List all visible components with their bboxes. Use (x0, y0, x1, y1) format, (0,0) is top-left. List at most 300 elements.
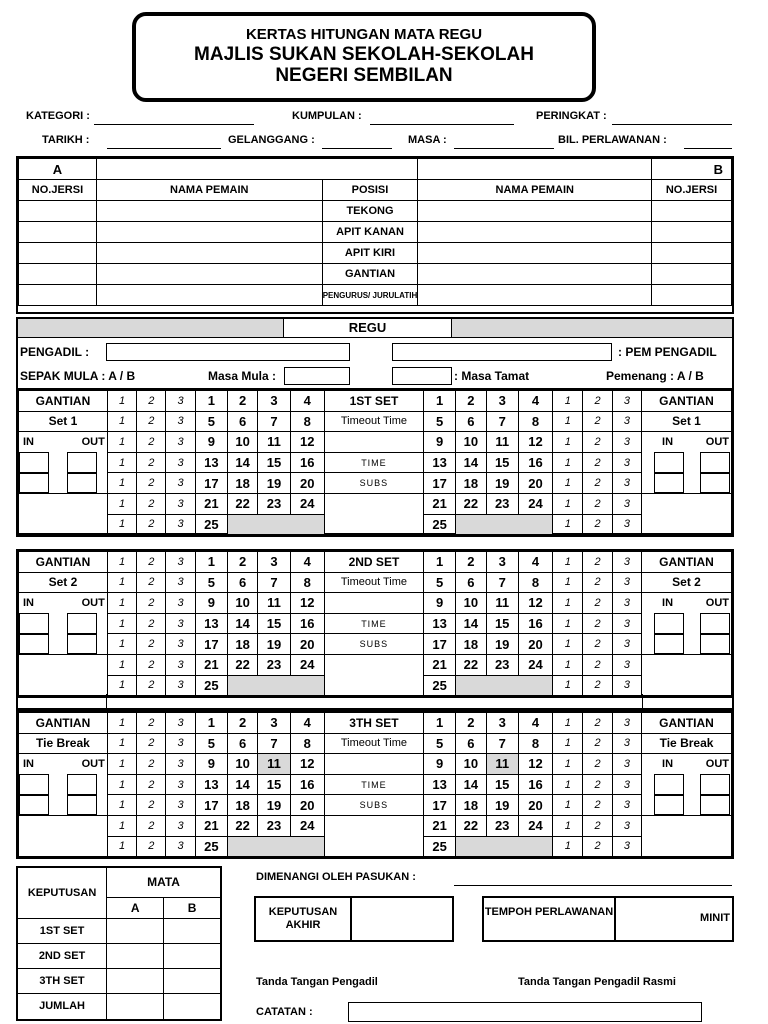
score-right-cell[interactable]: 8 (518, 572, 552, 593)
tally-left-cell[interactable]: 2 (137, 452, 166, 473)
tally-right-cell[interactable]: 1 (553, 654, 583, 675)
tally-left-cell[interactable]: 2 (137, 774, 166, 795)
score-right-cell[interactable]: 1 (423, 713, 455, 734)
pengadil-input[interactable] (106, 343, 350, 361)
score-left-cell[interactable]: 6 (228, 411, 258, 432)
tally-right-cell[interactable]: 2 (583, 432, 612, 453)
score-right-cell[interactable]: 7 (486, 572, 518, 593)
score-right-cell[interactable]: 13 (423, 774, 455, 795)
tally-right-cell[interactable]: 3 (612, 815, 641, 836)
score-right-cell[interactable]: 25 (423, 514, 455, 535)
masa-tamat-input[interactable] (392, 367, 452, 385)
score-right-cell[interactable]: 20 (518, 634, 552, 655)
score-right-cell[interactable]: 2 (456, 713, 486, 734)
score-left-cell[interactable]: 13 (195, 613, 227, 634)
tally-left-cell[interactable]: 1 (107, 815, 136, 836)
peringkat-field[interactable] (612, 124, 732, 125)
score-right-cell[interactable]: 21 (423, 654, 455, 675)
tally-left-cell[interactable]: 1 (107, 572, 136, 593)
tally-left-cell[interactable]: 2 (137, 473, 166, 494)
score-right-cell[interactable]: 4 (518, 552, 552, 573)
score-right-cell[interactable]: 9 (423, 593, 455, 614)
score-right-cell[interactable]: 6 (456, 411, 486, 432)
score-right-cell[interactable]: 11 (486, 593, 518, 614)
nama-b-cell[interactable] (418, 264, 652, 285)
score-right-cell[interactable]: 22 (456, 815, 486, 836)
tally-left-cell[interactable]: 1 (107, 754, 136, 775)
score-left-cell[interactable]: 5 (195, 572, 227, 593)
score-left-cell[interactable]: 2 (228, 391, 258, 412)
tally-left-cell[interactable]: 3 (166, 836, 195, 857)
tally-left-cell[interactable]: 3 (166, 452, 195, 473)
sub-in-box[interactable] (19, 613, 49, 634)
score-right-cell[interactable]: 25 (423, 675, 455, 696)
tally-right-cell[interactable]: 2 (583, 815, 612, 836)
tally-right-cell[interactable]: 1 (553, 432, 583, 453)
score-left-cell[interactable]: 22 (228, 493, 258, 514)
nama-b-cell[interactable] (418, 285, 652, 306)
tally-left-cell[interactable]: 2 (137, 613, 166, 634)
tally-left-cell[interactable]: 3 (166, 552, 195, 573)
sub-in-box[interactable] (654, 452, 684, 473)
result-b-cell[interactable] (164, 968, 221, 993)
tally-right-cell[interactable]: 3 (612, 754, 641, 775)
tally-right-cell[interactable]: 2 (583, 552, 612, 573)
score-left-cell[interactable]: 13 (195, 774, 227, 795)
score-left-cell[interactable]: 8 (290, 572, 324, 593)
score-right-cell[interactable]: 10 (456, 593, 486, 614)
score-left-cell[interactable]: 23 (258, 815, 290, 836)
score-left-cell[interactable]: 19 (258, 795, 290, 816)
tally-left-cell[interactable]: 1 (107, 473, 136, 494)
tally-right-cell[interactable]: 1 (553, 452, 583, 473)
score-right-cell[interactable]: 12 (518, 754, 552, 775)
sub-in-box[interactable] (19, 452, 49, 473)
tally-right-cell[interactable]: 1 (553, 713, 583, 734)
score-left-cell[interactable]: 8 (290, 733, 324, 754)
score-left-cell[interactable]: 4 (290, 713, 324, 734)
tally-left-cell[interactable]: 2 (137, 836, 166, 857)
sub-in-box[interactable] (654, 795, 684, 815)
score-left-cell[interactable]: 14 (228, 452, 258, 473)
result-b-cell[interactable] (164, 943, 221, 968)
result-a-cell[interactable] (107, 993, 164, 1020)
score-right-cell[interactable]: 18 (456, 634, 486, 655)
sub-out-box[interactable] (700, 634, 730, 654)
tally-right-cell[interactable]: 1 (553, 815, 583, 836)
score-right-cell[interactable]: 3 (486, 391, 518, 412)
sub-in-box[interactable] (19, 774, 49, 795)
tally-right-cell[interactable]: 1 (553, 774, 583, 795)
score-left-cell[interactable]: 8 (290, 411, 324, 432)
jersi-a-cell[interactable] (19, 243, 97, 264)
score-right-cell[interactable]: 6 (456, 733, 486, 754)
pem-pengadil-input[interactable] (392, 343, 612, 361)
tally-right-cell[interactable]: 1 (553, 733, 583, 754)
score-left-cell[interactable]: 24 (290, 815, 324, 836)
tarikh-field[interactable] (107, 148, 221, 149)
jersi-b-cell[interactable] (652, 222, 732, 243)
score-left-cell[interactable]: 7 (258, 572, 290, 593)
sub-out-box[interactable] (700, 795, 730, 815)
tally-right-cell[interactable]: 3 (612, 613, 641, 634)
score-left-cell[interactable]: 3 (258, 552, 290, 573)
tally-right-cell[interactable]: 3 (612, 391, 641, 412)
tally-left-cell[interactable]: 3 (166, 493, 195, 514)
score-right-cell[interactable]: 2 (456, 552, 486, 573)
score-right-cell[interactable]: 5 (423, 572, 455, 593)
tally-left-cell[interactable]: 2 (137, 514, 166, 535)
score-right-cell[interactable]: 24 (518, 815, 552, 836)
score-right-cell[interactable]: 16 (518, 613, 552, 634)
tally-left-cell[interactable]: 3 (166, 654, 195, 675)
tally-left-cell[interactable]: 3 (166, 634, 195, 655)
score-left-cell[interactable]: 16 (290, 452, 324, 473)
sub-out-box[interactable] (700, 774, 730, 795)
score-right-cell[interactable]: 7 (486, 411, 518, 432)
tally-left-cell[interactable]: 1 (107, 836, 136, 857)
tally-left-cell[interactable]: 3 (166, 795, 195, 816)
tally-left-cell[interactable]: 1 (107, 552, 136, 573)
tally-right-cell[interactable]: 3 (612, 634, 641, 655)
score-right-cell[interactable]: 9 (423, 432, 455, 453)
sub-in-box[interactable] (654, 774, 684, 795)
result-a-cell[interactable] (107, 918, 164, 943)
score-right-cell[interactable]: 21 (423, 815, 455, 836)
score-left-cell[interactable]: 9 (195, 432, 227, 453)
tally-right-cell[interactable]: 2 (583, 675, 612, 696)
sub-out-box[interactable] (67, 795, 97, 815)
score-right-cell[interactable]: 19 (486, 473, 518, 494)
score-left-cell[interactable]: 14 (228, 774, 258, 795)
tally-right-cell[interactable]: 3 (612, 452, 641, 473)
tally-left-cell[interactable]: 1 (107, 613, 136, 634)
team-a-name[interactable] (96, 159, 418, 180)
result-a-cell[interactable] (107, 943, 164, 968)
score-right-cell[interactable]: 23 (486, 815, 518, 836)
tally-left-cell[interactable]: 1 (107, 411, 136, 432)
tally-left-cell[interactable]: 2 (137, 634, 166, 655)
tally-right-cell[interactable]: 1 (553, 572, 583, 593)
tally-right-cell[interactable]: 1 (553, 391, 583, 412)
score-right-cell[interactable]: 16 (518, 452, 552, 473)
tally-left-cell[interactable]: 2 (137, 552, 166, 573)
score-right-cell[interactable]: 23 (486, 654, 518, 675)
score-left-cell[interactable]: 21 (195, 815, 227, 836)
bil-perlawanan-field[interactable] (684, 148, 732, 149)
score-left-cell[interactable]: 10 (228, 593, 258, 614)
sub-out-box[interactable] (67, 473, 97, 493)
score-left-cell[interactable]: 13 (195, 452, 227, 473)
sub-out-box[interactable] (700, 613, 730, 634)
tally-left-cell[interactable]: 1 (107, 654, 136, 675)
score-right-cell[interactable]: 5 (423, 411, 455, 432)
score-right-cell[interactable]: 10 (456, 432, 486, 453)
tally-right-cell[interactable]: 1 (553, 473, 583, 494)
score-left-cell[interactable]: 9 (195, 593, 227, 614)
tally-right-cell[interactable]: 3 (612, 836, 641, 857)
dimenangi-field[interactable] (454, 885, 732, 886)
tally-left-cell[interactable]: 1 (107, 493, 136, 514)
score-right-cell[interactable]: 14 (456, 452, 486, 473)
score-right-cell[interactable]: 13 (423, 613, 455, 634)
sub-out-box[interactable] (67, 774, 97, 795)
jersi-b-cell[interactable] (652, 285, 732, 306)
tally-right-cell[interactable]: 2 (583, 733, 612, 754)
tally-left-cell[interactable]: 2 (137, 493, 166, 514)
score-left-cell[interactable]: 12 (290, 593, 324, 614)
score-right-cell[interactable]: 18 (456, 795, 486, 816)
timeout-cell[interactable] (324, 754, 423, 775)
sub-out-box[interactable] (700, 452, 730, 473)
gelanggang-field[interactable] (322, 148, 392, 149)
tally-left-cell[interactable]: 3 (166, 675, 195, 696)
score-left-cell[interactable]: 12 (290, 432, 324, 453)
score-left-cell[interactable]: 22 (228, 815, 258, 836)
tally-left-cell[interactable]: 3 (166, 713, 195, 734)
score-right-cell[interactable]: 18 (456, 473, 486, 494)
jersi-a-cell[interactable] (19, 201, 97, 222)
score-right-cell[interactable]: 21 (423, 493, 455, 514)
score-right-cell[interactable]: 6 (456, 572, 486, 593)
jersi-b-cell[interactable] (652, 264, 732, 285)
tally-left-cell[interactable]: 3 (166, 815, 195, 836)
tally-left-cell[interactable]: 3 (166, 572, 195, 593)
tally-right-cell[interactable]: 2 (583, 493, 612, 514)
score-left-cell[interactable]: 2 (228, 713, 258, 734)
score-left-cell[interactable]: 21 (195, 493, 227, 514)
score-left-cell[interactable]: 15 (258, 613, 290, 634)
nama-b-cell[interactable] (418, 222, 652, 243)
tally-right-cell[interactable]: 3 (612, 654, 641, 675)
tally-right-cell[interactable]: 3 (612, 713, 641, 734)
score-left-cell[interactable]: 6 (228, 572, 258, 593)
score-left-cell[interactable]: 5 (195, 411, 227, 432)
score-right-cell[interactable]: 20 (518, 795, 552, 816)
score-left-cell[interactable]: 18 (228, 795, 258, 816)
tally-right-cell[interactable]: 2 (583, 411, 612, 432)
tally-left-cell[interactable]: 2 (137, 795, 166, 816)
tally-left-cell[interactable]: 2 (137, 713, 166, 734)
score-right-cell[interactable]: 5 (423, 733, 455, 754)
timeout-cell[interactable] (324, 432, 423, 453)
catatan-input[interactable] (348, 1002, 702, 1022)
tally-left-cell[interactable]: 2 (137, 733, 166, 754)
tally-left-cell[interactable]: 2 (137, 754, 166, 775)
tally-left-cell[interactable]: 1 (107, 774, 136, 795)
score-right-cell[interactable]: 17 (423, 634, 455, 655)
score-left-cell[interactable]: 16 (290, 613, 324, 634)
score-right-cell[interactable]: 20 (518, 473, 552, 494)
tally-left-cell[interactable]: 2 (137, 593, 166, 614)
score-left-cell[interactable]: 1 (195, 552, 227, 573)
sub-in-box[interactable] (654, 634, 684, 654)
result-b-cell[interactable] (164, 993, 221, 1020)
jersi-a-cell[interactable] (19, 222, 97, 243)
score-left-cell[interactable]: 25 (195, 514, 227, 535)
tally-right-cell[interactable]: 2 (583, 473, 612, 494)
tally-right-cell[interactable]: 2 (583, 795, 612, 816)
tally-left-cell[interactable]: 1 (107, 391, 136, 412)
jersi-b-cell[interactable] (652, 243, 732, 264)
tally-right-cell[interactable]: 3 (612, 411, 641, 432)
score-right-cell[interactable]: 7 (486, 733, 518, 754)
tally-left-cell[interactable]: 1 (107, 432, 136, 453)
score-right-cell[interactable]: 8 (518, 411, 552, 432)
score-left-cell[interactable]: 11 (258, 432, 290, 453)
tally-right-cell[interactable]: 2 (583, 572, 612, 593)
masa-mula-input[interactable] (284, 367, 350, 385)
score-left-cell[interactable]: 19 (258, 473, 290, 494)
score-right-cell[interactable]: 11 (486, 754, 518, 775)
tally-right-cell[interactable]: 3 (612, 493, 641, 514)
tally-left-cell[interactable]: 3 (166, 613, 195, 634)
score-left-cell[interactable]: 25 (195, 836, 227, 857)
score-left-cell[interactable]: 14 (228, 613, 258, 634)
score-right-cell[interactable]: 12 (518, 593, 552, 614)
timeout-cell[interactable] (324, 593, 423, 614)
tally-right-cell[interactable]: 2 (583, 774, 612, 795)
score-right-cell[interactable]: 13 (423, 452, 455, 473)
score-right-cell[interactable]: 1 (423, 391, 455, 412)
score-left-cell[interactable]: 11 (258, 754, 290, 775)
tally-right-cell[interactable]: 2 (583, 514, 612, 535)
tally-right-cell[interactable]: 3 (612, 733, 641, 754)
tally-left-cell[interactable]: 1 (107, 795, 136, 816)
tally-right-cell[interactable]: 1 (553, 514, 583, 535)
score-left-cell[interactable]: 3 (258, 713, 290, 734)
score-left-cell[interactable]: 4 (290, 552, 324, 573)
sub-out-box[interactable] (67, 613, 97, 634)
tally-left-cell[interactable]: 1 (107, 634, 136, 655)
score-left-cell[interactable]: 7 (258, 411, 290, 432)
score-right-cell[interactable]: 19 (486, 795, 518, 816)
tally-right-cell[interactable]: 3 (612, 675, 641, 696)
masa-field[interactable] (454, 148, 554, 149)
score-left-cell[interactable]: 18 (228, 473, 258, 494)
tally-left-cell[interactable]: 2 (137, 391, 166, 412)
score-left-cell[interactable]: 3 (258, 391, 290, 412)
tally-right-cell[interactable]: 3 (612, 593, 641, 614)
score-left-cell[interactable]: 11 (258, 593, 290, 614)
jersi-a-cell[interactable] (19, 285, 97, 306)
tally-right-cell[interactable]: 3 (612, 473, 641, 494)
tally-right-cell[interactable]: 1 (553, 552, 583, 573)
nama-a-cell[interactable] (96, 264, 322, 285)
tally-right-cell[interactable]: 2 (583, 654, 612, 675)
tally-right-cell[interactable]: 1 (553, 493, 583, 514)
tally-right-cell[interactable]: 2 (583, 836, 612, 857)
tally-right-cell[interactable]: 2 (583, 593, 612, 614)
tally-right-cell[interactable]: 1 (553, 795, 583, 816)
sub-out-box[interactable] (700, 473, 730, 493)
score-right-cell[interactable]: 24 (518, 493, 552, 514)
score-right-cell[interactable]: 17 (423, 473, 455, 494)
score-left-cell[interactable]: 10 (228, 754, 258, 775)
score-left-cell[interactable]: 17 (195, 473, 227, 494)
tally-right-cell[interactable]: 2 (583, 452, 612, 473)
score-left-cell[interactable]: 23 (258, 654, 290, 675)
score-left-cell[interactable]: 24 (290, 493, 324, 514)
tally-right-cell[interactable]: 3 (612, 795, 641, 816)
tally-right-cell[interactable]: 1 (553, 411, 583, 432)
score-right-cell[interactable]: 1 (423, 552, 455, 573)
tally-left-cell[interactable]: 1 (107, 593, 136, 614)
score-left-cell[interactable]: 18 (228, 634, 258, 655)
score-left-cell[interactable]: 4 (290, 391, 324, 412)
tally-right-cell[interactable]: 3 (612, 774, 641, 795)
score-right-cell[interactable]: 15 (486, 452, 518, 473)
tally-left-cell[interactable]: 3 (166, 473, 195, 494)
tally-left-cell[interactable]: 3 (166, 411, 195, 432)
tally-left-cell[interactable]: 2 (137, 815, 166, 836)
score-left-cell[interactable]: 7 (258, 733, 290, 754)
nama-a-cell[interactable] (96, 285, 322, 306)
tally-right-cell[interactable]: 1 (553, 613, 583, 634)
tally-right-cell[interactable]: 1 (553, 675, 583, 696)
score-right-cell[interactable]: 15 (486, 613, 518, 634)
tally-right-cell[interactable]: 3 (612, 514, 641, 535)
tally-left-cell[interactable]: 3 (166, 733, 195, 754)
score-right-cell[interactable]: 17 (423, 795, 455, 816)
nama-a-cell[interactable] (96, 243, 322, 264)
tally-right-cell[interactable]: 1 (553, 593, 583, 614)
score-left-cell[interactable]: 9 (195, 754, 227, 775)
tally-left-cell[interactable]: 3 (166, 774, 195, 795)
score-right-cell[interactable]: 8 (518, 733, 552, 754)
score-left-cell[interactable]: 17 (195, 795, 227, 816)
sub-in-box[interactable] (19, 634, 49, 654)
nama-b-cell[interactable] (418, 201, 652, 222)
score-right-cell[interactable]: 11 (486, 432, 518, 453)
score-right-cell[interactable]: 3 (486, 713, 518, 734)
score-left-cell[interactable]: 1 (195, 713, 227, 734)
score-right-cell[interactable]: 3 (486, 552, 518, 573)
score-right-cell[interactable]: 24 (518, 654, 552, 675)
tally-right-cell[interactable]: 2 (583, 391, 612, 412)
score-right-cell[interactable]: 22 (456, 654, 486, 675)
score-left-cell[interactable]: 1 (195, 391, 227, 412)
tally-left-cell[interactable]: 1 (107, 452, 136, 473)
score-left-cell[interactable]: 15 (258, 452, 290, 473)
kumpulan-field[interactable] (370, 124, 514, 125)
sub-in-box[interactable] (654, 473, 684, 493)
sub-in-box[interactable] (654, 613, 684, 634)
kategori-field[interactable] (94, 124, 254, 125)
score-right-cell[interactable]: 16 (518, 774, 552, 795)
sub-out-box[interactable] (67, 452, 97, 473)
score-left-cell[interactable]: 22 (228, 654, 258, 675)
tally-left-cell[interactable]: 3 (166, 432, 195, 453)
score-left-cell[interactable]: 5 (195, 733, 227, 754)
tally-left-cell[interactable]: 3 (166, 391, 195, 412)
score-left-cell[interactable]: 2 (228, 552, 258, 573)
tally-left-cell[interactable]: 1 (107, 733, 136, 754)
score-right-cell[interactable]: 10 (456, 754, 486, 775)
tally-right-cell[interactable]: 1 (553, 836, 583, 857)
score-right-cell[interactable]: 9 (423, 754, 455, 775)
result-a-cell[interactable] (107, 968, 164, 993)
score-right-cell[interactable]: 4 (518, 713, 552, 734)
tally-right-cell[interactable]: 3 (612, 552, 641, 573)
team-b-name[interactable] (418, 159, 652, 180)
sub-in-box[interactable] (19, 795, 49, 815)
nama-b-cell[interactable] (418, 243, 652, 264)
score-left-cell[interactable]: 25 (195, 675, 227, 696)
tally-right-cell[interactable]: 2 (583, 754, 612, 775)
sub-out-box[interactable] (67, 634, 97, 654)
jersi-a-cell[interactable] (19, 264, 97, 285)
